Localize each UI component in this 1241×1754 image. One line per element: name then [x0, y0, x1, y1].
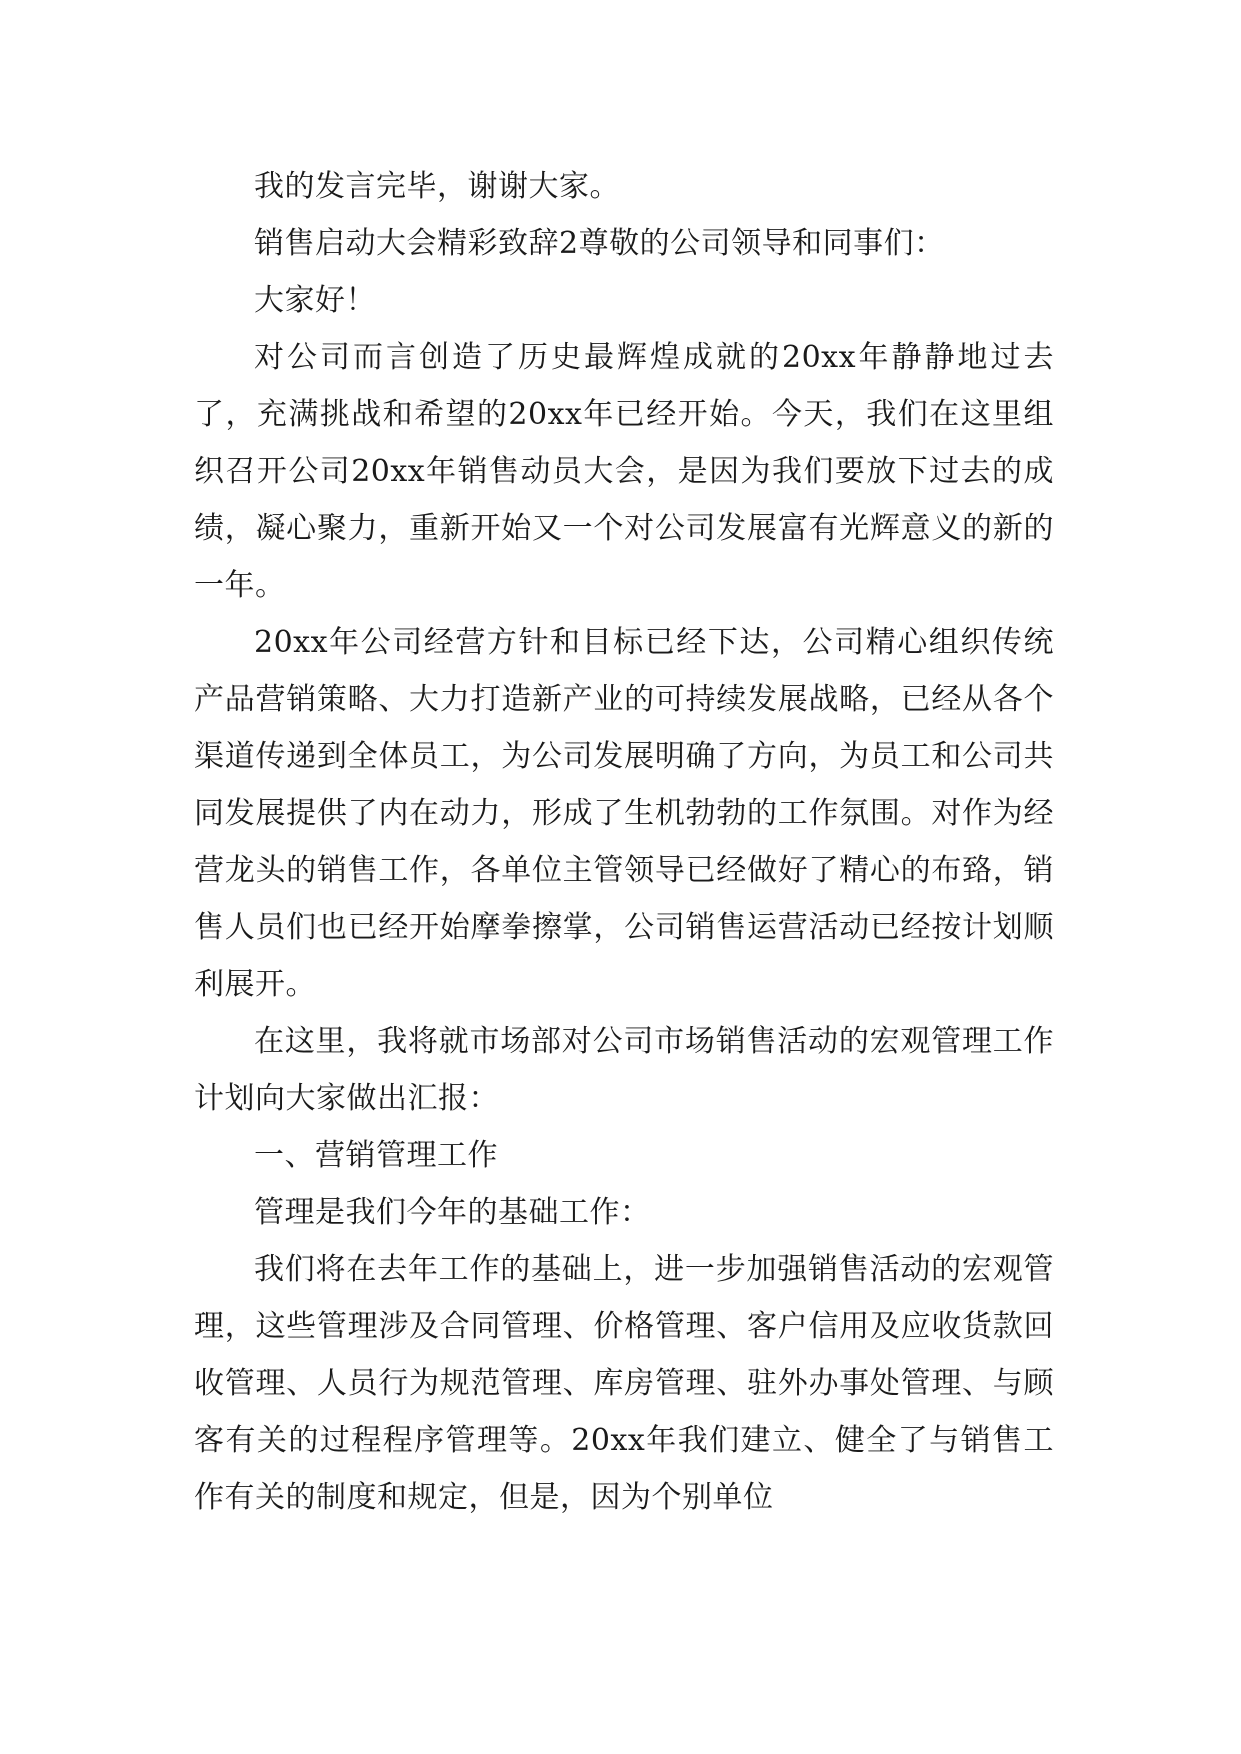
paragraph-closing: 我的发言完毕，谢谢大家。 [254, 169, 620, 204]
paragraph-intro: 对公司而言创造了历史最辉煌成就的20xx年静静地过去了，充满挑战和希望的20xx年已经开始。今天，我们在这里组织召开公司20xx年销售动员大会，是因为我们要放下过去的成绩，凝心聚力，重新开始又一个对公司发展富有光辉意义的新的一年。 [194, 340, 1054, 603]
paragraph-speech-title: 销售启动大会精彩致辞2尊敬的公司领导和同事们： [254, 226, 945, 261]
paragraph-strategy: 20xx年公司经营方针和目标已经下达，公司精心组织传统产品营销策略、大力打造新产业的可持续发展战略，已经从各个渠道传递到全体员工，为公司发展明确了方向，为员工和公司共同发展提供了内在动力，形成了生机勃勃的工作氛围。对作为经营龙头的销售工作，各单位主管领导已经做好了精心的布臵，销售人员们也已经开始摩拳擦掌，公司销售运营活动已经按计划顺利展开。 [194, 625, 1054, 1002]
section-heading-marketing-management: 一、营销管理工作 [254, 1138, 498, 1173]
paragraph-management-details: 我们将在去年工作的基础上，进一步加强销售活动的宏观管理，这些管理涉及合同管理、价格管理、客户信用及应收货款回收管理、人员行为规范管理、库房管理、驻外办事处管理、与顾客有关的过程程序管理等。20xx年我们建立、健全了与销售工作有关的制度和规定，但是，因为个别单位 [194, 1252, 1054, 1515]
paragraph-report-intro: 在这里，我将就市场部对公司市场销售活动的宏观管理工作计划向大家做出汇报： [194, 1024, 1054, 1116]
document-body [194, 158, 1054, 1526]
paragraph-management-basis: 管理是我们今年的基础工作： [254, 1195, 651, 1230]
paragraph-greeting: 大家好！ [254, 283, 376, 318]
